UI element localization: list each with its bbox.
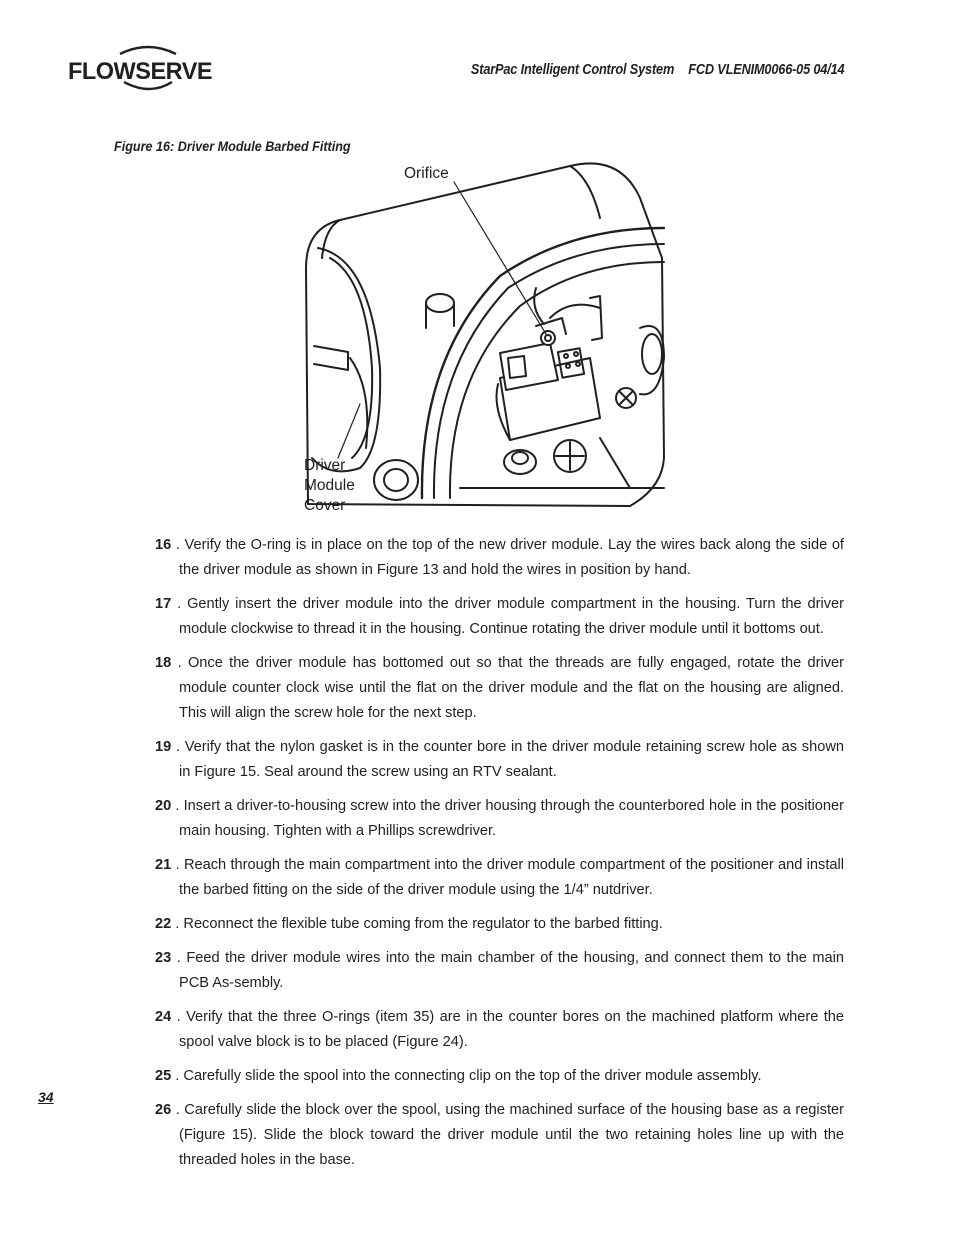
step-number: 23 [155,950,172,966]
step-text: . Insert a driver-to-housing screw into the driver housing through the counterbored hole in the positioner main housing. Tighten with a Phillips screwdriver. [175,798,844,839]
step-item [155,946,844,996]
document-header [470,62,844,78]
step-text: . Carefully slide the block over the spool, using the machined surface of the housing base as a register (Figure 15). Slide the block toward the driver module until the two retaining holes line up with the threaded holes in the base. [175,1102,844,1168]
step-item [155,1005,844,1055]
callout-cover-line: Cover [304,497,346,514]
step-text: . Gently insert the driver module into the driver module compartment in the housing. Turn the driver module clockwise to thread it in the housing. Continue rotating the driver module until it bottoms out. [177,596,844,637]
step-item [155,651,844,726]
callout-cover-line: Module [304,477,355,494]
step-number: 26 [155,1102,172,1118]
step-number: 21 [155,857,172,873]
document-title: StarPac Intelligent Control System [470,62,674,78]
step-text: . Reach through the main compartment into the driver module compartment of the positioner and install the barbed fitting on the side of the driver module using the 1/4” nutdriver. [175,857,844,898]
step-text: . Carefully slide the spool into the connecting clip on the top of the driver module assembly. [175,1068,762,1084]
step-text: . Feed the driver module wires into the main chamber of the housing, and connect them to the main PCB As-sembly. [176,950,845,991]
callout-driver-module-cover [304,456,384,516]
step-number: 16 [155,537,172,553]
step-item [155,1064,844,1089]
callout-cover-line: Driver [304,457,346,474]
step-item [155,794,844,844]
logo-wordmark: FLOWSERVE [68,58,213,85]
figure-caption: Figure 16: Driver Module Barbed Fitting [114,138,351,154]
procedure-steps [155,533,844,1182]
step-text: . Verify that the three O-rings (item 35) are in the counter bores on the machined platform where the spool valve block is to be placed (Figure 24). [176,1009,845,1050]
step-text: . Verify that the nylon gasket is in the counter bore in the driver module retaining screw hole as shown in Figure 15. Seal around the screw using an RTV sealant. [175,739,844,780]
step-text: . Once the driver module has bottomed out so that the threads are fully engaged, rotate the driver module counter clock wise until the flat on the driver module and the flat on the housing are aligned. This will align the screw hole for the next step. [177,655,844,721]
document-code: FCD VLENIM0066-05 04/14 [687,62,844,78]
step-number: 17 [155,596,172,612]
step-number: 19 [155,739,172,755]
step-number: 25 [155,1068,172,1084]
step-text: . Reconnect the flexible tube coming from the regulator to the barbed fitting. [175,916,663,932]
step-number: 18 [155,655,172,671]
step-text: . Verify the O-ring is in place on the top of the new driver module. Lay the wires back along the side of the driver module as shown in Figure 13 and hold the wires in position by hand. [175,537,844,578]
page-number: 34 [38,1089,54,1105]
flowserve-logo [68,42,213,94]
step-item [155,912,844,937]
step-item [155,533,844,583]
step-item [155,592,844,642]
callout-orifice: Orifice [404,165,449,182]
step-item [155,853,844,903]
step-item [155,1098,844,1173]
step-number: 22 [155,916,172,932]
step-number: 20 [155,798,172,814]
step-item [155,735,844,785]
step-number: 24 [155,1009,172,1025]
